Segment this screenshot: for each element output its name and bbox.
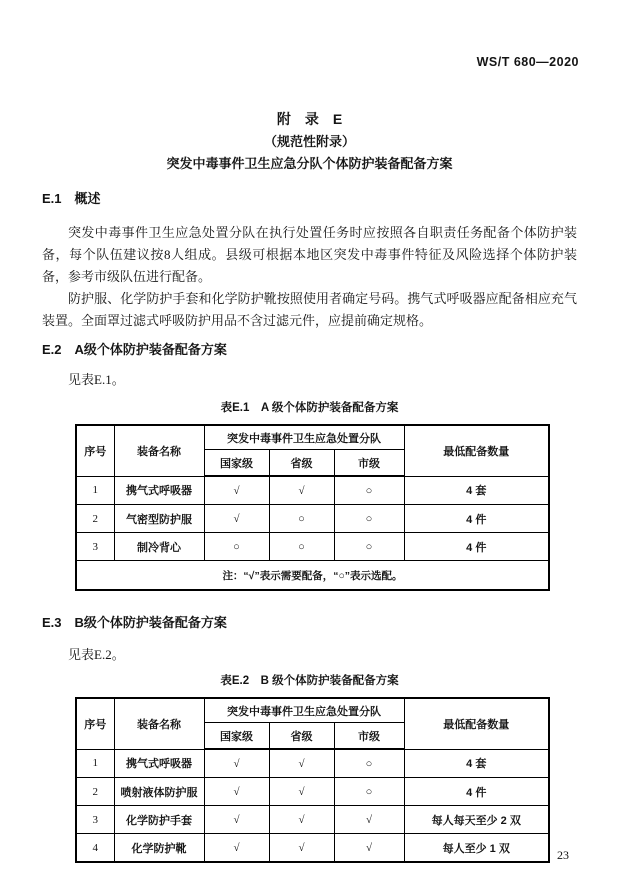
cell-index: 1 <box>76 476 114 505</box>
cell-index: 1 <box>76 749 114 778</box>
cell-min-quantity: 4 件 <box>404 533 549 561</box>
section-e2-heading: E.2 A级个体防护装备配备方案 <box>42 342 227 357</box>
cell-index: 3 <box>76 533 114 561</box>
table-e2-col-minqty: 最低配备数量 <box>404 698 549 749</box>
cell-min-quantity: 4 件 <box>404 505 549 533</box>
cell-provincial-mark: √ <box>269 778 334 806</box>
table-e2-caption: 表E.2 B 级个体防护装备配备方案 <box>220 675 399 687</box>
table-row <box>76 749 549 778</box>
table-row <box>76 834 549 863</box>
appendix-subtitle: （规范性附录） <box>263 134 355 149</box>
table-e2-col-provincial: 省级 <box>269 723 334 750</box>
cell-min-quantity: 每人每天至少 2 双 <box>404 806 549 834</box>
cell-index: 4 <box>76 834 114 863</box>
table-e2-col-group: 突发中毒事件卫生应急处置分队 <box>204 698 404 723</box>
cell-index: 2 <box>76 778 114 806</box>
cell-municipal-mark: ○ <box>334 778 404 806</box>
cell-municipal-mark: ○ <box>334 505 404 533</box>
cell-municipal-mark: ○ <box>334 533 404 561</box>
table-e1-col-group: 突发中毒事件卫生应急处置分队 <box>204 425 404 450</box>
table-e1-note: 注：“√”表示需要配备，“○”表示选配。 <box>76 561 549 591</box>
cell-national-mark: √ <box>204 505 269 533</box>
page-number: 23 <box>557 848 569 862</box>
cell-national-mark: √ <box>204 778 269 806</box>
cell-min-quantity: 4 套 <box>404 749 549 778</box>
table-e2-col-municipal: 市级 <box>334 723 404 750</box>
cell-national-mark: √ <box>204 806 269 834</box>
table-row <box>76 778 549 806</box>
cell-equipment-name: 携气式呼吸器 <box>114 476 204 505</box>
cell-equipment-name: 携气式呼吸器 <box>114 749 204 778</box>
table-e1-col-minqty: 最低配备数量 <box>404 425 549 476</box>
section-e1-paragraph-1: 突发中毒事件卫生应急处置分队在执行处置任务时应按照各自职责任务配备个体防护装备，每个队伍建议按8人组成。县级可根据本地区突发中毒事件特征及风险选择个体防护装备，参考市级队伍进行配备。 <box>42 225 577 284</box>
section-e1-heading: E.1 概述 <box>42 191 101 206</box>
appendix-title: 附 录 E <box>276 111 343 127</box>
cell-equipment-name: 化学防护手套 <box>114 806 204 834</box>
cell-municipal-mark: √ <box>334 806 404 834</box>
table-e1 <box>75 424 550 591</box>
cell-provincial-mark: √ <box>269 749 334 778</box>
table-e2-col-national: 国家级 <box>204 723 269 750</box>
section-e3-intro: 见表E.2。 <box>68 647 125 662</box>
cell-national-mark: √ <box>204 476 269 505</box>
table-row <box>76 806 549 834</box>
table-e2 <box>75 697 550 863</box>
table-e1-col-name: 装备名称 <box>114 425 204 476</box>
table-e1-col-index: 序号 <box>76 425 114 476</box>
table-e2-col-name: 装备名称 <box>114 698 204 749</box>
cell-index: 3 <box>76 806 114 834</box>
cell-index: 2 <box>76 505 114 533</box>
cell-min-quantity: 4 件 <box>404 778 549 806</box>
section-e3-heading: E.3 B级个体防护装备配备方案 <box>42 615 227 630</box>
cell-provincial-mark: √ <box>269 806 334 834</box>
cell-national-mark: ○ <box>204 533 269 561</box>
table-note-row <box>76 561 549 591</box>
cell-national-mark: √ <box>204 834 269 863</box>
table-e1-col-municipal: 市级 <box>334 450 404 477</box>
cell-national-mark: √ <box>204 749 269 778</box>
table-row <box>76 505 549 533</box>
section-e2-intro: 见表E.1。 <box>68 372 125 387</box>
cell-equipment-name: 化学防护靴 <box>114 834 204 863</box>
appendix-heading: 突发中毒事件卫生应急分队个体防护装备配备方案 <box>166 156 453 171</box>
cell-provincial-mark: √ <box>269 834 334 863</box>
table-row <box>76 476 549 505</box>
cell-provincial-mark: √ <box>269 476 334 505</box>
table-e1-col-provincial: 省级 <box>269 450 334 477</box>
table-row <box>76 533 549 561</box>
cell-municipal-mark: √ <box>334 834 404 863</box>
cell-provincial-mark: ○ <box>269 533 334 561</box>
cell-equipment-name: 气密型防护服 <box>114 505 204 533</box>
cell-min-quantity: 4 套 <box>404 476 549 505</box>
cell-municipal-mark: ○ <box>334 749 404 778</box>
cell-equipment-name: 制冷背心 <box>114 533 204 561</box>
appendix-title-block <box>42 0 577 175</box>
table-e2-col-index: 序号 <box>76 698 114 749</box>
cell-equipment-name: 喷射液体防护服 <box>114 778 204 806</box>
table-e1-caption: 表E.1 A 级个体防护装备配备方案 <box>220 402 399 414</box>
cell-municipal-mark: ○ <box>334 476 404 505</box>
section-e1-paragraph-2: 防护服、化学防护手套和化学防护靴按照使用者确定号码。携气式呼吸器应配备相应充气装置。全面罩过滤式呼吸防护用品不含过滤元件，应提前确定规格。 <box>42 291 577 328</box>
standard-number: WS/T 680—2020 <box>476 55 579 69</box>
table-e1-col-national: 国家级 <box>204 450 269 477</box>
cell-provincial-mark: ○ <box>269 505 334 533</box>
cell-min-quantity: 每人至少 1 双 <box>404 834 549 863</box>
